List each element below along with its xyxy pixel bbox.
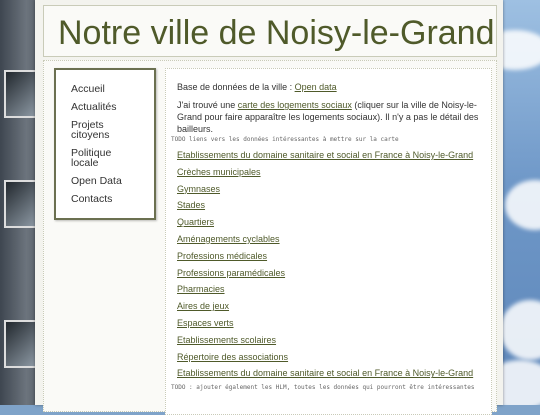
dataset-link[interactable]: Quartiers xyxy=(177,217,215,228)
hlm-paragraph xyxy=(166,99,491,135)
building-window xyxy=(4,180,38,228)
dataset-link[interactable]: Aires de jeux xyxy=(177,301,230,312)
intro-text: Base de données de la ville : xyxy=(177,82,295,92)
dataset-links xyxy=(166,150,491,378)
dataset-link[interactable]: Gymnases xyxy=(177,183,221,194)
menu-item-projets-citoyens[interactable]: Projets citoyens xyxy=(71,119,110,141)
site-header xyxy=(43,5,497,57)
menu-item-open-data[interactable]: Open Data xyxy=(71,175,122,187)
menu-item-actualites[interactable]: Actualités xyxy=(71,101,117,113)
social-housing-map-link[interactable]: carte des logements sociaux xyxy=(237,100,352,110)
main-content xyxy=(165,68,492,415)
main-menu xyxy=(54,68,156,220)
dataset-link[interactable]: Professions paramédicales xyxy=(177,267,286,278)
dataset-link[interactable]: Pharmacies xyxy=(177,284,225,295)
content-area xyxy=(43,60,497,412)
site-title: Notre ville de Noisy-le-Grand xyxy=(58,14,495,52)
intro-paragraph xyxy=(166,81,491,93)
dataset-link[interactable]: Stades xyxy=(177,200,206,211)
open-data-link[interactable]: Open data xyxy=(294,82,337,92)
dataset-link[interactable]: Espaces verts xyxy=(177,317,234,328)
dataset-link[interactable]: Etablissements scolaires xyxy=(177,334,277,345)
todo-note: TODO : ajouter également les HLM, toutes les données qui pourront être intéressantes xyxy=(171,384,475,392)
hlm-prefix: J'ai trouvé une xyxy=(177,100,238,110)
menu-item-politique-locale[interactable]: Politique locale xyxy=(71,147,112,169)
page xyxy=(35,0,503,405)
building-window xyxy=(4,320,38,368)
dataset-link[interactable]: Crèches municipales xyxy=(177,166,261,177)
menu-item-accueil[interactable]: Accueil xyxy=(71,83,105,95)
dataset-link[interactable]: Aménagements cyclables xyxy=(177,233,280,244)
building-window xyxy=(4,70,38,118)
hlm-suffix: (cliquer sur la ville de Noisy-le-Grand pour faire apparaître les logements sociaux). Il n'y a pas le détail des bailleurs. xyxy=(177,100,479,134)
menu-item-contacts[interactable]: Contacts xyxy=(71,193,113,205)
dataset-link[interactable]: Répertoire des associations xyxy=(177,351,289,362)
dataset-link[interactable]: Professions médicales xyxy=(177,250,268,261)
todo-note: TODO liens vers les données intéressantes à mettre sur la carte xyxy=(171,136,399,143)
dataset-link[interactable]: Etablissements du domaine sanitaire et social en France à Noisy-le-Grand xyxy=(177,150,474,160)
dataset-link[interactable]: Etablissements du domaine sanitaire et social en France à Noisy-le-Grand xyxy=(177,368,474,379)
